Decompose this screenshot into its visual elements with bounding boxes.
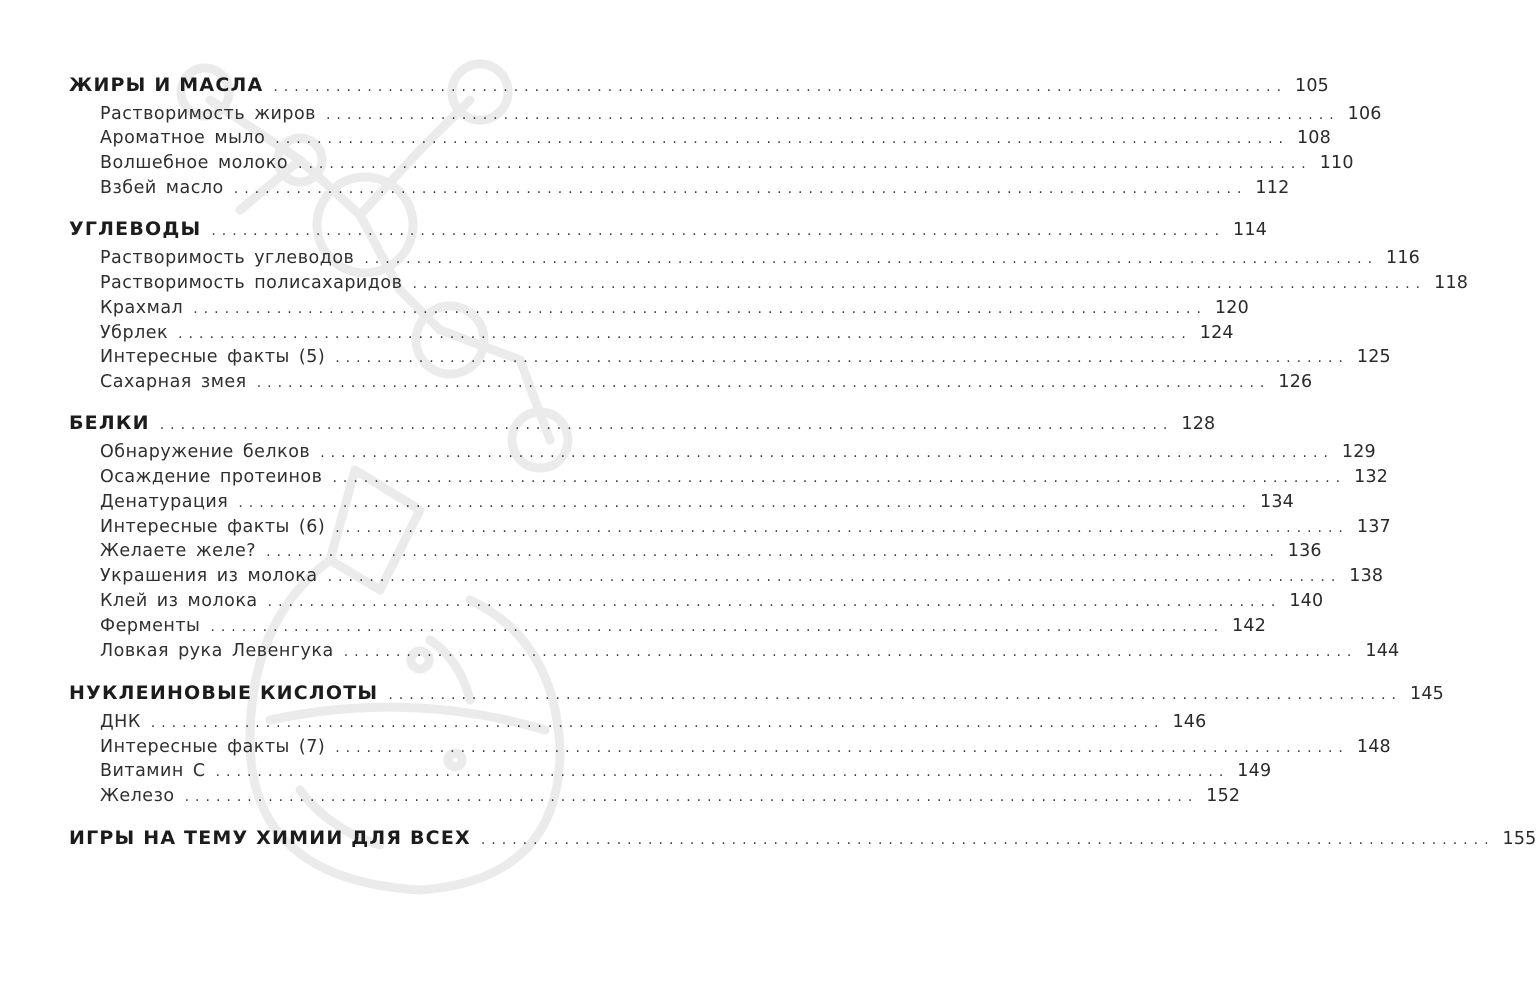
dot-leader: .................................................................................................: [335, 350, 1349, 366]
page-number: 108: [1296, 128, 1331, 148]
dot-leader: .................................................................................................: [150, 715, 1165, 731]
page-number: 106: [1347, 104, 1382, 124]
dot-leader: .................................................................................................: [320, 445, 1334, 461]
toc-entry-row: [100, 489, 1294, 515]
toc-entry-row: [100, 439, 1376, 465]
dot-leader: .................................................................................................: [267, 594, 1282, 610]
entry-title: Желаете желе?: [100, 541, 257, 561]
dot-leader: .................................................................................................: [159, 417, 1174, 433]
toc-entry-row: [100, 270, 1469, 296]
toc-entry-row: [100, 563, 1384, 589]
toc-entry-row: [100, 320, 1234, 346]
entry-title: Интересные факты (6): [100, 517, 326, 537]
toc-entry-row: [100, 538, 1322, 564]
toc-entry-row: [100, 783, 1241, 809]
chapter-title: ИГРЫ НА ТЕМУ ХИМИИ ДЛЯ ВСЕХ: [69, 827, 471, 849]
page-number: 136: [1287, 541, 1322, 561]
entry-title: Крахмал: [100, 298, 184, 318]
entry-title: Осаждение протеинов: [100, 467, 323, 487]
toc-chapter-row: [69, 680, 1444, 706]
toc-chapter-row: [69, 410, 1216, 436]
chapter-title: НУКЛЕИНОВЫЕ КИСЛОТЫ: [69, 682, 379, 704]
toc-chapter-row: [69, 72, 1330, 98]
dot-leader: .................................................................................................: [184, 789, 1199, 805]
dot-leader: .................................................................................................: [256, 375, 1271, 391]
toc-entry-row: [100, 464, 1389, 490]
entry-title: Взбей масло: [100, 178, 224, 198]
entry-title: Ароматное мыло: [100, 128, 266, 148]
chapter-title: ЖИРЫ И МАСЛА: [69, 74, 264, 96]
page-number: 134: [1259, 492, 1294, 512]
dot-leader: .................................................................................................: [325, 107, 1340, 123]
dot-leader: .................................................................................................: [343, 644, 1358, 660]
entry-title: Убрлек: [100, 323, 169, 343]
entry-title: Растворимость жиров: [100, 104, 316, 124]
entry-title: Железо: [100, 786, 175, 806]
page-number: 126: [1278, 372, 1313, 392]
dot-leader: .................................................................................................: [480, 832, 1495, 848]
dot-leader: .................................................................................................: [298, 156, 1312, 172]
page-number: 142: [1232, 616, 1267, 636]
page-number: 105: [1295, 76, 1330, 96]
dot-leader: .................................................................................................: [193, 301, 1207, 317]
page-number: 137: [1356, 517, 1391, 537]
dot-leader: .................................................................................................: [412, 276, 1427, 292]
page-number: 118: [1434, 273, 1469, 293]
page-number: 152: [1206, 786, 1241, 806]
entry-title: Ловкая рука Левенгука: [100, 641, 334, 661]
dot-leader: .................................................................................................: [233, 181, 1248, 197]
dot-leader: .................................................................................................: [273, 79, 1288, 95]
dot-leader: .................................................................................................: [210, 619, 1225, 635]
dot-leader: .................................................................................................: [335, 520, 1349, 536]
toc-entry-row: [100, 514, 1391, 540]
entry-title: Украшения из молока: [100, 566, 318, 586]
chapter-title: УГЛЕВОДЫ: [69, 218, 202, 240]
entry-title: Растворимость полисахаридов: [100, 273, 403, 293]
toc-entry-row: [100, 369, 1313, 395]
chapter-title: БЕЛКИ: [69, 412, 150, 434]
page-number: 148: [1356, 737, 1391, 757]
page-number: 125: [1356, 347, 1391, 367]
entry-title: Растворимость углеводов: [100, 248, 355, 268]
page-number: 132: [1354, 467, 1389, 487]
entry-title: Клей из молока: [100, 591, 258, 611]
dot-leader: .................................................................................................: [211, 223, 1226, 239]
entry-title: Волшебное молоко: [100, 153, 289, 173]
toc-chapter-row: [69, 216, 1268, 242]
page-number: 145: [1409, 684, 1444, 704]
entry-title: Сахарная змея: [100, 372, 247, 392]
page-number: 112: [1255, 178, 1290, 198]
toc-entry-row: [100, 125, 1331, 151]
dot-leader: .................................................................................................: [266, 544, 1280, 560]
entry-title: ДНК: [100, 712, 141, 732]
entry-title: Денатурация: [100, 492, 229, 512]
page-number: 140: [1289, 591, 1324, 611]
dot-leader: .................................................................................................: [332, 470, 1347, 486]
dot-leader: .................................................................................................: [388, 687, 1402, 703]
toc-entry-row: [100, 344, 1391, 370]
entry-title: Витамин С: [100, 761, 206, 781]
entry-title: Ферменты: [100, 616, 201, 636]
toc-entry-row: [100, 758, 1272, 784]
toc-entry-row: [100, 734, 1391, 760]
dot-leader: .................................................................................................: [178, 326, 1192, 342]
toc-entry-row: [100, 175, 1290, 201]
toc-entry-row: [100, 709, 1207, 735]
dot-leader: .................................................................................................: [335, 740, 1349, 756]
toc-entry-row: [100, 295, 1249, 321]
page-number: 146: [1172, 712, 1207, 732]
page-number: 110: [1319, 153, 1354, 173]
toc-entry-row: [100, 245, 1421, 271]
dot-leader: .................................................................................................: [327, 569, 1342, 585]
dot-leader: .................................................................................................: [215, 764, 1230, 780]
entry-title: Интересные факты (7): [100, 737, 326, 757]
toc-entry-row: [100, 588, 1324, 614]
page-number: 128: [1181, 414, 1216, 434]
toc-entry-row: [100, 638, 1400, 664]
toc-entry-row: [100, 613, 1267, 639]
page-number: 155: [1502, 829, 1537, 849]
dot-leader: .................................................................................................: [238, 495, 1252, 511]
page-number: 114: [1233, 220, 1268, 240]
page-number: 149: [1237, 761, 1272, 781]
page-number: 144: [1365, 641, 1400, 661]
toc-chapter-row: [69, 825, 1537, 851]
page-number: 124: [1199, 323, 1234, 343]
entry-title: Интересные факты (5): [100, 347, 326, 367]
toc-entry-row: [100, 150, 1354, 176]
page-number: 129: [1341, 442, 1376, 462]
toc-entry-row: [100, 101, 1382, 127]
entry-title: Обнаружение белков: [100, 442, 311, 462]
page-number: 120: [1214, 298, 1249, 318]
page-number: 138: [1349, 566, 1384, 586]
page-number: 116: [1386, 248, 1421, 268]
dot-leader: .................................................................................................: [364, 251, 1379, 267]
dot-leader: .................................................................................................: [275, 131, 1289, 147]
